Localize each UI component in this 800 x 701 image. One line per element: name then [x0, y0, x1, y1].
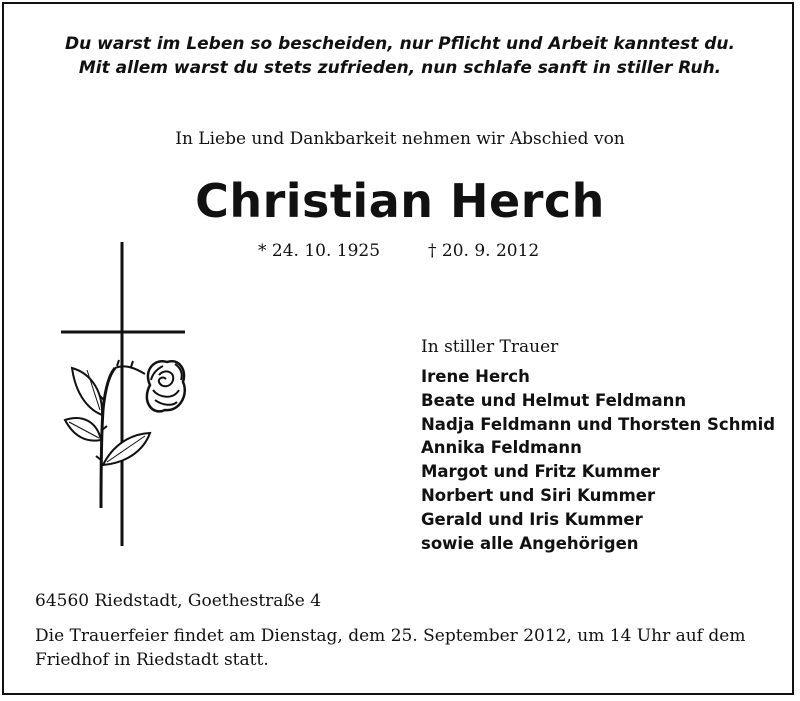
memorial-poem	[0, 32, 800, 80]
death-date: † 20. 9. 2012	[428, 241, 540, 261]
mourner-item: Annika Feldmann	[421, 438, 582, 458]
deceased-name: Christian Herch	[195, 174, 605, 228]
mourner-item: Margot und Fritz Kummer	[421, 462, 660, 482]
mourners-list	[421, 365, 775, 555]
mourner-item: sowie alle Angehörigen	[421, 533, 639, 553]
poem-line-2: Mit allem warst du stets zufrieden, nun schlafe sanft in stiller Ruh.	[78, 58, 722, 78]
mourner-item: Irene Herch	[421, 367, 530, 386]
mourner-item: Nadja Feldmann und Thorsten Schmid	[421, 414, 776, 434]
poem-line-1: Du warst im Leben so bescheiden, nur Pflicht und Arbeit kanntest du.	[65, 34, 735, 54]
family-address: 64560 Riedstadt, Goethestraße 4	[35, 591, 322, 611]
rose-icon	[65, 360, 185, 508]
cross-with-rose-emblem	[55, 240, 195, 550]
mourner-item: Norbert und Siri Kummer	[421, 485, 656, 505]
birth-date: * 24. 10. 1925	[258, 241, 381, 261]
farewell-intro: In Liebe und Dankbarkeit nehmen wir Abschied von	[175, 129, 625, 149]
funeral-notice: Die Trauerfeier findet am Dienstag, dem 25. September 2012, um 14 Uhr auf dem Friedhof in Riedstadt statt.	[35, 626, 746, 670]
mourner-item: Gerald und Iris Kummer	[421, 509, 643, 529]
mourning-label: In stiller Trauer	[421, 337, 559, 357]
mourner-item: Beate und Helmut Feldmann	[421, 390, 687, 410]
